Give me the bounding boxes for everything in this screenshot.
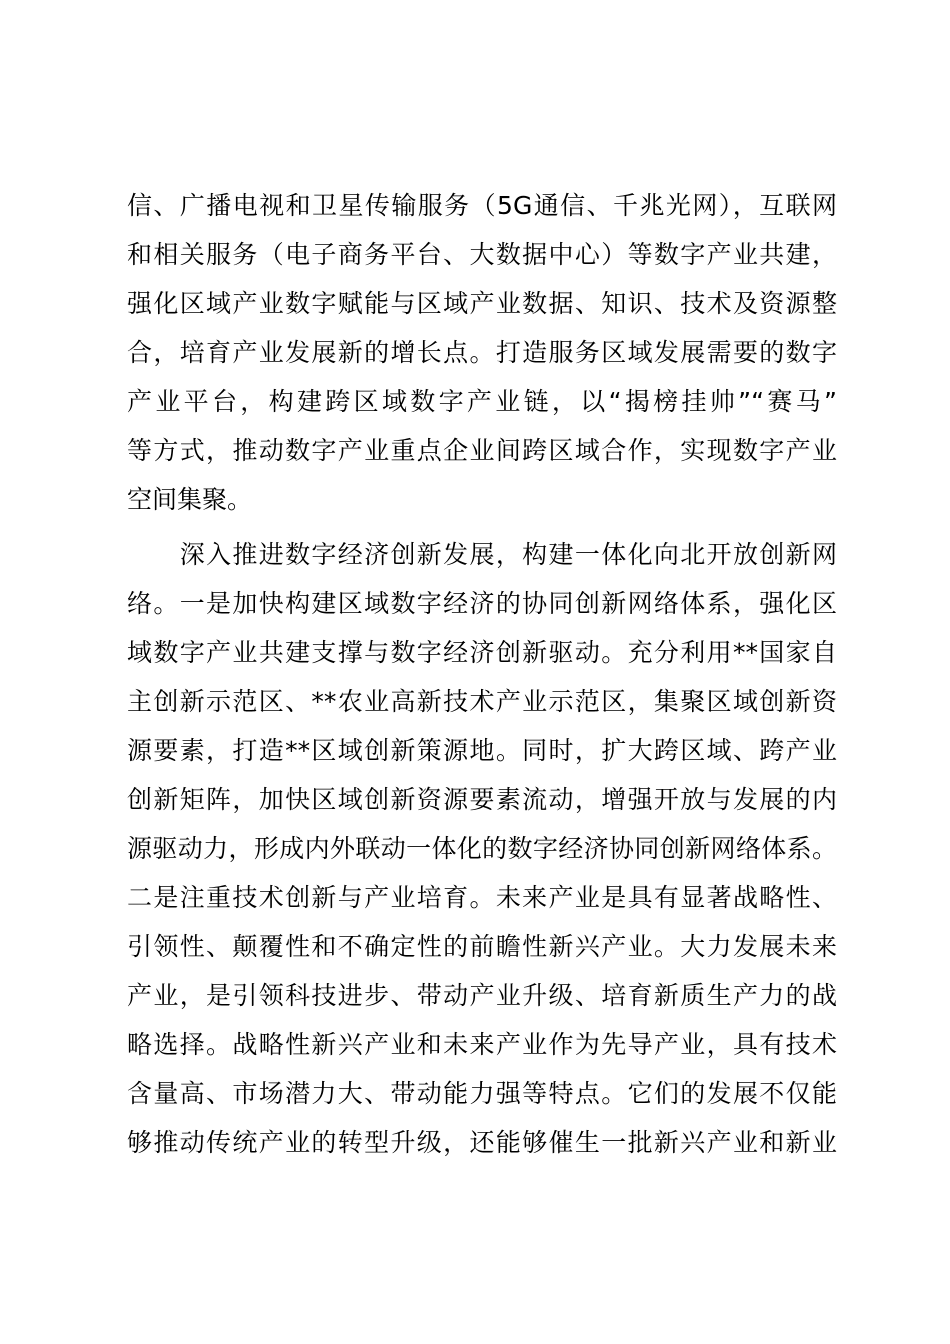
text-line: 络。一是加快构建区域数字经济的协同创新网络体系，强化区 [127,589,837,618]
text-line: 源驱动力，形成内外联动一体化的数字经济协同创新网络体系。 [127,834,837,863]
paragraph-2 [127,530,837,1167]
text-line: 含量高、市场潜力大、带动能力强等特点。它们的发展不仅能 [127,1079,837,1108]
text-line: 强化区域产业数字赋能与区域产业数据、知识、技术及资源整 [127,289,837,318]
text-line: 等方式，推动数字产业重点企业间跨区域合作，实现数字产业 [127,436,837,465]
text-line: 略选择。战略性新兴产业和未来产业作为先导产业，具有技术 [127,1030,837,1059]
text-line: 主创新示范区、**农业高新技术产业示范区，集聚区域创新资 [127,687,837,716]
text-line: 源要素，打造**区域创新策源地。同时，扩大跨区域、跨产业 [127,736,837,765]
text-line: 引领性、颠覆性和不确定性的前瞻性新兴产业。大力发展未来 [127,932,837,961]
text-line: 和相关服务（电子商务平台、大数据中心）等数字产业共建， [127,240,837,269]
text-line: 创新矩阵，加快区域创新资源要素流动，增强开放与发展的内 [127,785,837,814]
text-line: 深入推进数字经济创新发展，构建一体化向北开放创新网 [127,540,837,569]
text-line: 够推动传统产业的转型升级，还能够催生一批新兴产业和新业 [127,1128,837,1157]
paragraph-1 [127,181,837,524]
text-line: 合，培育产业发展新的增长点。打造服务区域发展需要的数字 [127,338,837,367]
text-line: 产业平台，构建跨区域数字产业链，以“揭榜挂帅”“赛马” [127,387,837,416]
text-line: 信、广播电视和卫星传输服务（5G通信、千兆光网），互联网 [127,191,837,220]
text-line: 空间集聚。 [127,485,253,514]
text-line: 二是注重技术创新与产业培育。未来产业是具有显著战略性、 [127,883,837,912]
text-line: 产业，是引领科技进步、带动产业升级、培育新质生产力的战 [127,981,837,1010]
text-line: 域数字产业共建支撑与数字经济创新驱动。充分利用**国家自 [127,638,837,667]
